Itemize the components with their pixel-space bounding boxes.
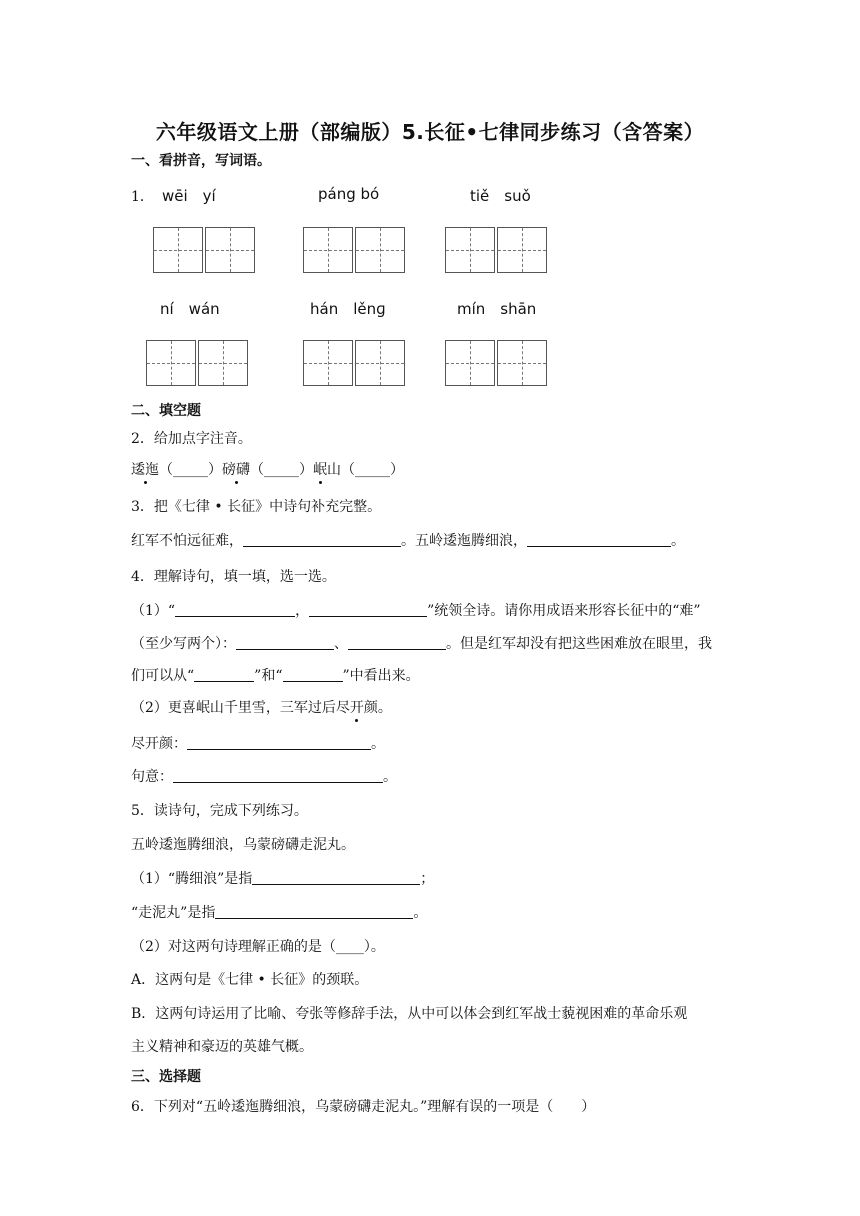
q4-line-1 [131,600,701,620]
char-grid-3[interactable] [445,227,549,273]
char-grid-5[interactable] [303,340,407,386]
pinyin-blank-1[interactable]: （_____） [159,462,222,478]
question-6-stem: 6．下列对“五岭逶迤腾细浪，乌蒙磅礴走泥丸。”理解有误的一项是（ ） [131,1099,596,1115]
q5-sub-1 [131,868,434,888]
q5-option-b-line-2: 主义精神和豪迈的英雄气概。 [131,1039,313,1055]
section-2-heading: 二、填空题 [131,403,201,419]
dotted-phrase: 尽开颜 [336,697,378,717]
q4-l1-b: ， [295,603,310,619]
pinyin-1: wēi yí [162,187,216,205]
q4-line-6 [131,766,397,786]
q5-s1-end: ； [420,871,435,887]
q4-l6-label: 句意： [131,769,173,785]
q5-option-b-line-1[interactable]: B．这两句诗运用了比喻、夸张等修辞手法，从中可以体会到红军战士藐视困难的革命乐观 [131,1006,688,1022]
pinyin-5: hán lěnɡ [310,300,386,318]
q5-s1-a: （1）“腾细浪”是指 [131,871,253,887]
q5-sub-2 [131,902,427,922]
dotted-word-1: 逶迤 [131,459,159,479]
q4-line-4 [131,697,392,717]
pinyin-6: mín shān [457,300,537,318]
dotted-word-2: 磅礴 [222,459,250,479]
char-grid-1[interactable] [153,227,257,273]
char-grid-6[interactable] [445,340,549,386]
pinyin-4: ní wán [160,300,220,318]
section-1-heading: 一、看拼音，写词语。 [131,153,271,169]
q4-l4-a: （2）更喜岷山千里雪，三军过后 [131,700,336,716]
q4-blank-5[interactable] [194,667,254,682]
q4-blank-7[interactable] [187,735,371,750]
q4-l2-a: （至少写两个）： [131,636,236,652]
q4-l3-b: ”和“ [254,668,283,684]
q4-l5-label: 尽开颜： [131,736,187,752]
q3-blank-1[interactable] [243,532,401,547]
question-3-line [131,530,685,550]
q4-blank-8[interactable] [173,768,383,783]
dotted-word-3: 岷 [313,459,327,479]
q5-s2-a: “走泥丸”是指 [131,905,216,921]
word-3-rest: 山 [327,462,341,478]
q4-blank-6[interactable] [283,667,343,682]
q5-option-a[interactable]: A．这两句是《七律 • 长征》的颈联。 [131,972,369,988]
q4-line-2 [131,633,712,653]
q4-blank-1[interactable] [175,602,295,617]
pinyin-3: tiě suǒ [470,187,531,205]
q4-l3-a: 们可以从“ [131,668,195,684]
pinyin-blank-2[interactable]: （_____） [250,462,313,478]
q3-blank-2[interactable] [527,532,671,547]
page-title: 六年级语文上册（部编版）5.长征•七律同步练习（含答案） [155,120,705,144]
q4-blank-2[interactable] [309,602,427,617]
q3-part-b: 。五岭逶迤腾细浪， [401,533,527,549]
pinyin-2: páng bó [318,185,380,203]
q4-l6-end: 。 [383,769,397,785]
q5-poem: 五岭逶迤腾细浪，乌蒙磅礴走泥丸。 [131,837,355,853]
question-2-items [131,459,404,479]
q4-l3-c: ”中看出来。 [342,668,420,684]
section-3-heading: 三、选择题 [131,1069,201,1085]
pinyin-blank-3[interactable]: （_____） [341,462,404,478]
q5-s2-end: 。 [413,905,428,921]
q4-l2-c: 。但是红军却没有把这些困难放在眼里，我 [446,636,712,652]
q5-blank-1[interactable] [252,870,420,885]
char-grid-2[interactable] [303,227,407,273]
question-1-number: 1． [131,189,154,205]
question-5-stem: 5．读诗句，完成下列练习。 [131,803,308,819]
q4-blank-4[interactable] [348,635,446,650]
q4-l1-a: （1）“ [131,603,176,619]
q5-sub-3: （2）对这两句诗理解正确的是（____）。 [131,939,385,955]
q4-l1-c: ”统领全诗。请你用成语来形容长征中的“难” [427,603,701,619]
q3-part-a: 红军不怕远征难， [131,533,243,549]
question-3-stem: 3．把《七律 • 长征》中诗句补充完整。 [131,499,382,515]
q4-l5-end: 。 [371,736,385,752]
question-4-stem: 4．理解诗句，填一填，选一选。 [131,569,336,585]
q4-line-5 [131,733,385,753]
q4-blank-3[interactable] [236,635,334,650]
char-grid-4[interactable] [146,340,250,386]
q4-line-3 [131,665,420,685]
q4-l2-b: 、 [334,636,348,652]
question-2-stem: 2．给加点字注音。 [131,431,252,447]
q3-part-c: 。 [671,533,685,549]
q4-l4-c: 。 [377,700,392,716]
q5-blank-2[interactable] [215,904,413,919]
